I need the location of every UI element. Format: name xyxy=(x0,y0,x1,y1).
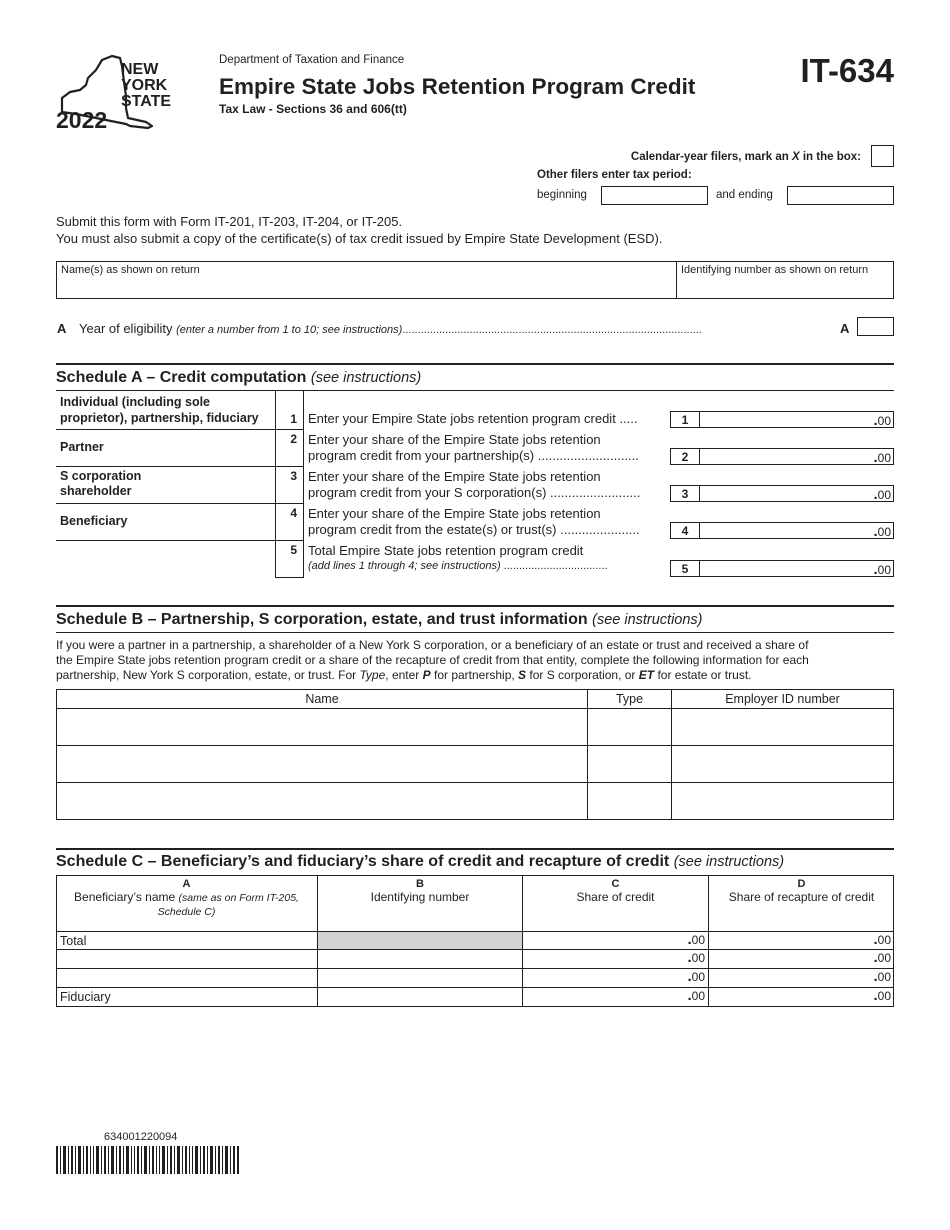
identifying-number-field[interactable] xyxy=(318,988,522,1006)
ending-label: and ending xyxy=(716,189,773,201)
line-number: 1 xyxy=(290,412,297,426)
name-field[interactable] xyxy=(56,261,677,299)
column-header-type: Type xyxy=(588,690,672,709)
table-row xyxy=(57,709,894,746)
line-dots: ...................... xyxy=(560,522,640,537)
amount-cents xyxy=(687,987,705,1004)
amount-cents xyxy=(873,968,891,985)
line-description-1: Enter your share of the Empire State jobs retention xyxy=(308,469,601,484)
schedule-b-title-text: Schedule B – Partnership, S corporation, estate, and trust information xyxy=(56,611,588,628)
schedule-b-note: (see instructions) xyxy=(592,612,703,628)
cents: 00 xyxy=(691,951,705,965)
schedule-c-note: (see instructions) xyxy=(673,854,785,870)
schedule-a-row-5 xyxy=(56,540,894,578)
table-row xyxy=(56,950,894,969)
amount-cents xyxy=(873,931,891,948)
decimal-point: . xyxy=(873,523,878,540)
para-3d: for S corporation, or xyxy=(526,668,639,682)
column-header-d xyxy=(709,878,894,904)
para-3c: for partnership, xyxy=(430,668,519,682)
decimal-point: . xyxy=(873,561,878,578)
line-dots: ..... xyxy=(619,411,638,426)
line-text: Enter your Empire State jobs retention program credit xyxy=(308,411,616,426)
amount-cents xyxy=(873,523,891,541)
line-description-2 xyxy=(308,522,640,537)
decimal-point: . xyxy=(873,949,878,966)
line-number: 5 xyxy=(290,543,297,557)
line-amount-field[interactable] xyxy=(699,560,894,577)
schedule-a-rule xyxy=(56,363,894,365)
barcode-number: 634001220094 xyxy=(104,1131,178,1143)
name-field-label: Name(s) as shown on return xyxy=(61,264,200,276)
cents: 00 xyxy=(877,989,891,1003)
decimal-point: . xyxy=(873,968,878,985)
line-dots: ......................... xyxy=(550,485,641,500)
amount-cents xyxy=(873,987,891,1004)
decimal-point: . xyxy=(687,987,692,1004)
share-of-recapture-field[interactable] xyxy=(709,988,894,1006)
line-box-number xyxy=(670,485,700,502)
table-row xyxy=(57,746,894,783)
calendar-label-x: X xyxy=(791,151,800,163)
schedule-c-title-text: Schedule C – Beneficiary’s and fiduciary’s share of credit and recapture of credit xyxy=(56,853,670,870)
share-of-credit-field[interactable] xyxy=(523,950,708,968)
schedule-a-title xyxy=(56,369,421,387)
share-of-credit-field[interactable] xyxy=(523,932,708,949)
decimal-point: . xyxy=(687,949,692,966)
column-d-letter: D xyxy=(797,878,806,890)
column-d-label: Share of recapture of credit xyxy=(728,890,875,904)
share-of-recapture-field[interactable] xyxy=(709,950,894,968)
line-amount-field[interactable] xyxy=(699,522,894,539)
line-description-2 xyxy=(308,560,608,572)
row-category: Beneficiary xyxy=(60,514,128,528)
line-a-text xyxy=(79,321,831,336)
cents: 00 xyxy=(877,525,891,539)
column-a-hint: (same as on Form IT-205, Schedule C) xyxy=(157,892,299,918)
share-of-credit-field[interactable] xyxy=(523,969,708,987)
form-year: 2022 xyxy=(56,107,108,133)
column-header-c xyxy=(523,878,708,904)
row-category: Partner xyxy=(60,440,104,454)
state-name-line-3: STATE xyxy=(121,93,172,110)
ein-cell[interactable] xyxy=(672,783,894,820)
box-number: 2 xyxy=(681,450,689,464)
column-header-name: Name xyxy=(57,690,588,709)
calendar-label-post: in the box: xyxy=(799,151,861,163)
box-number: 5 xyxy=(681,562,689,576)
certificate-instruction: You must also submit a copy of the certificate(s) of tax credit issued by Empire State Development (ESD). xyxy=(56,231,663,246)
line-box-number xyxy=(670,448,700,465)
amount-cents xyxy=(687,949,705,966)
row-label: Total xyxy=(60,934,87,948)
line-a-hint: (enter a number from 1 to 10; see instructions) xyxy=(176,324,403,336)
department-name: Department of Taxation and Finance xyxy=(219,54,405,66)
calendar-year-label xyxy=(631,151,861,163)
cents: 00 xyxy=(877,563,891,577)
ending-date-field[interactable] xyxy=(787,186,894,205)
schedule-b-para-line-2: the Empire State jobs retention program credit or a share of the recapture of credit from that entity, complete the following information for each xyxy=(56,653,809,667)
decimal-point: . xyxy=(873,486,878,503)
line-number: 3 xyxy=(290,469,297,483)
barcode xyxy=(56,1146,240,1174)
table-row xyxy=(56,969,894,988)
schedule-b-table xyxy=(56,689,894,820)
line-text: program credit from the estate(s) or trust(s) xyxy=(308,522,557,537)
line-description-1: Enter your share of the Empire State jobs retention xyxy=(308,506,601,521)
type-cell[interactable] xyxy=(588,746,672,783)
table-row xyxy=(56,988,894,1007)
column-a-label xyxy=(56,891,317,919)
box-number: 3 xyxy=(681,487,689,501)
line-number: 4 xyxy=(290,506,297,520)
beginning-date-field[interactable] xyxy=(601,186,708,205)
decimal-point: . xyxy=(687,968,692,985)
beneficiary-name-field[interactable] xyxy=(56,950,317,968)
line-box-number xyxy=(670,411,700,428)
box-number: 1 xyxy=(681,413,689,427)
amount-cents xyxy=(873,486,891,504)
para-3b: , enter xyxy=(385,668,423,682)
schedule-b-rule xyxy=(56,605,894,607)
id-field-label: Identifying number as shown on return xyxy=(681,264,869,276)
line-a-letter: A xyxy=(57,321,67,336)
name-cell[interactable] xyxy=(57,746,588,783)
amount-cents xyxy=(687,968,705,985)
state-name-line-2: YORK xyxy=(121,77,168,94)
decimal-point: . xyxy=(687,931,692,948)
para-3a: partnership, New York S corporation, estate, or trust. For xyxy=(56,668,360,682)
line-dots: ............................ xyxy=(537,448,639,463)
table-row xyxy=(57,783,894,820)
schedule-c-rule xyxy=(56,848,894,850)
amount-cents xyxy=(873,412,891,430)
identifying-number-field[interactable] xyxy=(676,261,894,299)
share-of-recapture-field[interactable] xyxy=(709,969,894,987)
state-name-line-1: NEW xyxy=(121,61,159,78)
para-3e: for estate or trust. xyxy=(654,668,752,682)
row-label: Fiduciary xyxy=(60,990,111,1004)
column-a-label-text: Beneficiary’s name xyxy=(74,890,176,904)
column-c-label: Share of credit xyxy=(576,890,655,904)
decimal-point: . xyxy=(873,412,878,429)
line-a-label: Year of eligibility xyxy=(79,321,173,336)
decimal-point: . xyxy=(873,449,878,466)
schedule-b-title xyxy=(56,611,703,629)
line-text: program credit from your partnership(s) xyxy=(308,448,535,463)
line-dots: .................................. xyxy=(503,560,608,572)
line-a-dots: .................................................................................................. xyxy=(402,324,702,336)
schedule-c-title xyxy=(56,853,784,871)
row-category: Individual (including sole proprietor), partnership, fiduciary xyxy=(60,395,259,425)
share-of-recapture-field[interactable] xyxy=(709,932,894,949)
schedule-a-note: (see instructions) xyxy=(310,370,422,386)
amount-cents xyxy=(873,949,891,966)
name-cell[interactable] xyxy=(57,709,588,746)
line-description-2 xyxy=(308,448,639,463)
table-row xyxy=(56,932,894,950)
ein-cell[interactable] xyxy=(672,709,894,746)
line-description-1: Enter your share of the Empire State jobs retention xyxy=(308,432,601,447)
submit-instruction: Submit this form with Form IT-201, IT-203, IT-204, or IT-205. xyxy=(56,214,403,229)
schedule-b-instructions xyxy=(56,638,896,683)
line-amount-field[interactable] xyxy=(699,485,894,502)
schedule-a-row-1 xyxy=(56,391,894,429)
amount-cents xyxy=(687,931,705,948)
cents: 00 xyxy=(877,488,891,502)
decimal-point: . xyxy=(873,987,878,1004)
barcode-icon xyxy=(56,1146,240,1174)
line-amount-field[interactable] xyxy=(699,448,894,465)
schedule-a-title-text: Schedule A – Credit computation xyxy=(56,369,307,386)
line-description-2 xyxy=(308,485,640,500)
row-category: S corporation shareholder xyxy=(60,469,142,498)
para-s: S xyxy=(518,668,527,682)
form-subtitle: Tax Law - Sections 36 and 606(tt) xyxy=(219,102,407,116)
schedule-a-table xyxy=(56,391,894,579)
cents: 00 xyxy=(877,951,891,965)
column-c-letter: C xyxy=(611,878,620,890)
line-box-number xyxy=(670,560,700,577)
schedule-b-para-line-3 xyxy=(56,668,896,683)
identifying-number-field[interactable] xyxy=(318,969,522,987)
schedule-a-row-4 xyxy=(56,503,894,540)
ein-cell[interactable] xyxy=(672,746,894,783)
column-b-label: Identifying number xyxy=(370,890,470,904)
column-a-letter: A xyxy=(182,878,191,890)
line-text: (add lines 1 through 4; see instructions) xyxy=(308,560,501,572)
cents: 00 xyxy=(877,933,891,947)
name-cell[interactable] xyxy=(57,783,588,820)
line-a-box-label: A xyxy=(840,321,850,336)
decimal-point: . xyxy=(873,931,878,948)
form-number: IT-634 xyxy=(800,52,894,89)
schedule-b-header-row xyxy=(57,690,894,709)
form-title: Empire State Jobs Retention Program Credit xyxy=(219,74,696,99)
amount-cents xyxy=(873,561,891,579)
line-text: program credit from your S corporation(s) xyxy=(308,485,547,500)
calendar-year-checkbox[interactable] xyxy=(871,145,894,167)
line-amount-field[interactable] xyxy=(699,411,894,428)
line-box-number xyxy=(670,522,700,539)
calendar-label-pre: Calendar-year filers, mark an xyxy=(630,151,792,163)
cents: 00 xyxy=(877,970,891,984)
beneficiary-name-field[interactable] xyxy=(56,969,317,987)
para-et: ET xyxy=(638,668,655,682)
box-number: 4 xyxy=(681,524,689,538)
cents: 00 xyxy=(691,989,705,1003)
nys-logo xyxy=(56,52,186,132)
para-type: Type xyxy=(359,668,386,682)
column-header-b xyxy=(318,878,522,904)
schedule-a-row-3 xyxy=(56,466,894,503)
column-header-a xyxy=(56,878,317,919)
cents: 00 xyxy=(691,970,705,984)
other-filers-label: Other filers enter tax period: xyxy=(537,169,692,181)
amount-cents xyxy=(873,449,891,467)
line-description xyxy=(308,411,638,426)
type-cell[interactable] xyxy=(588,709,672,746)
cents: 00 xyxy=(691,933,705,947)
schedule-b-para-line-1: If you were a partner in a partnership, a shareholder of a New York S corporation, or a beneficiary of an estate or trust and received a share of xyxy=(56,638,809,652)
column-header-ein: Employer ID number xyxy=(672,690,894,709)
cents: 00 xyxy=(877,451,891,465)
identifying-number-shaded-cell xyxy=(318,932,522,949)
type-cell[interactable] xyxy=(588,783,672,820)
identifying-number-field[interactable] xyxy=(318,950,522,968)
beginning-label: beginning xyxy=(537,189,587,201)
year-of-eligibility-field[interactable] xyxy=(857,317,894,336)
line-number: 2 xyxy=(290,432,297,446)
para-p: P xyxy=(422,668,431,682)
line-description-1: Total Empire State jobs retention program credit xyxy=(308,543,584,558)
column-b-letter: B xyxy=(416,878,424,890)
schedule-c-table xyxy=(56,875,894,1007)
schedule-a-row-2 xyxy=(56,429,894,466)
cents: 00 xyxy=(877,414,891,428)
schedule-b-title-underline xyxy=(56,632,894,633)
share-of-credit-field[interactable] xyxy=(523,988,708,1006)
